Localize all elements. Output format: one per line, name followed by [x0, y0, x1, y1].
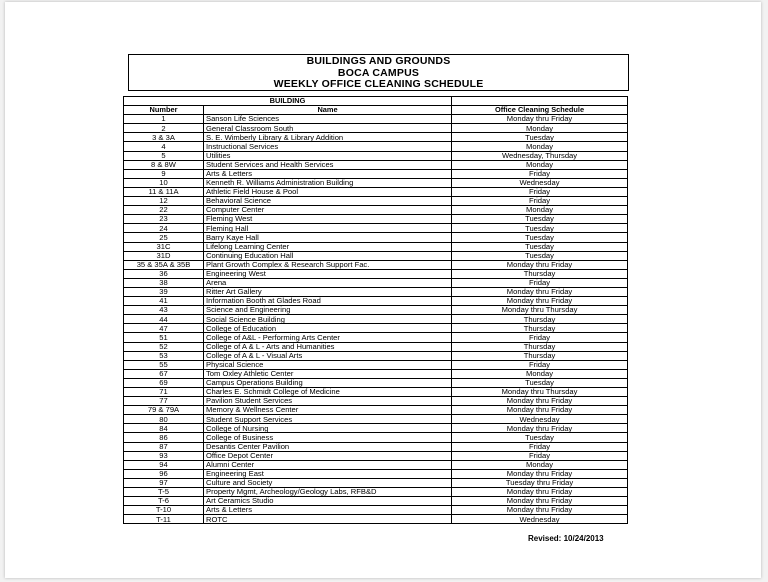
cleaning-schedule-cell: Monday [452, 142, 628, 151]
cleaning-schedule-cell: Thursday [452, 324, 628, 333]
cleaning-schedule-cell: Friday [452, 451, 628, 460]
table-row [124, 224, 628, 233]
building-number-cell: 3 & 3A [124, 133, 204, 142]
building-name-cell: Engineering West [204, 269, 452, 278]
building-name-cell: College of Nursing [204, 424, 452, 433]
building-name-cell: General Classroom South [204, 124, 452, 133]
building-number-cell: 51 [124, 333, 204, 342]
table-row [124, 206, 628, 215]
cleaning-schedule-cell: Monday thru Friday [452, 260, 628, 269]
cleaning-schedule-cell: Monday [452, 160, 628, 169]
building-number-cell: 44 [124, 315, 204, 324]
building-name-cell: College of Business [204, 433, 452, 442]
title-line-3: WEEKLY OFFICE CLEANING SCHEDULE [273, 78, 484, 90]
cleaning-schedule-cell: Wednesday, Thursday [452, 151, 628, 160]
cleaning-schedule-cell: Thursday [452, 269, 628, 278]
table-row [124, 442, 628, 451]
table-row [124, 251, 628, 260]
table-row [124, 160, 628, 169]
building-number-cell: 80 [124, 415, 204, 424]
cleaning-schedule-cell: Monday [452, 124, 628, 133]
title-box [128, 54, 629, 91]
building-name-cell: Information Booth at Glades Road [204, 297, 452, 306]
cleaning-schedule-cell: Friday [452, 197, 628, 206]
table-row [124, 497, 628, 506]
table-row [124, 124, 628, 133]
revised-date: Revised: 10/24/2013 [528, 534, 604, 543]
building-name-cell: Lifelong Learning Center [204, 242, 452, 251]
column-header-row [124, 106, 628, 115]
building-name-cell: Fleming Hall [204, 224, 452, 233]
building-number-cell: 4 [124, 142, 204, 151]
table-row [124, 297, 628, 306]
building-number-cell: 2 [124, 124, 204, 133]
cleaning-schedule-cell: Tuesday [452, 242, 628, 251]
table-row [124, 278, 628, 287]
building-name-cell: Barry Kaye Hall [204, 233, 452, 242]
building-number-cell: 71 [124, 388, 204, 397]
cleaning-schedule-cell: Monday [452, 206, 628, 215]
cleaning-schedule-cell: Monday [452, 369, 628, 378]
table-row [124, 269, 628, 278]
building-name-cell: Student Services and Health Services [204, 160, 452, 169]
cleaning-schedule-cell: Monday thru Thursday [452, 306, 628, 315]
building-name-cell: Athletic Field House & Pool [204, 187, 452, 196]
table-row [124, 169, 628, 178]
table-row [124, 451, 628, 460]
building-name-cell: Computer Center [204, 206, 452, 215]
building-number-cell: 86 [124, 433, 204, 442]
cleaning-schedule-cell: Monday thru Friday [452, 469, 628, 478]
table-row [124, 215, 628, 224]
cleaning-schedule-cell: Monday thru Friday [452, 506, 628, 515]
cleaning-schedule-cell: Monday [452, 460, 628, 469]
building-name-cell: Utilities [204, 151, 452, 160]
building-name-cell: Campus Operations Building [204, 378, 452, 387]
table-row [124, 333, 628, 342]
table-row [124, 388, 628, 397]
building-number-cell: 9 [124, 169, 204, 178]
building-name-cell: Behavioral Science [204, 197, 452, 206]
table-row [124, 197, 628, 206]
cleaning-schedule-cell: Monday thru Friday [452, 424, 628, 433]
title-line-2: BOCA CAMPUS [337, 66, 420, 79]
cleaning-schedule-cell: Monday thru Friday [452, 406, 628, 415]
building-number-cell: 96 [124, 469, 204, 478]
building-name-cell: Alumni Center [204, 460, 452, 469]
table-row [124, 133, 628, 142]
table-row [124, 287, 628, 296]
cleaning-schedule-cell: Friday [452, 169, 628, 178]
building-name-cell: Continuing Education Hall [204, 251, 452, 260]
table-row [124, 324, 628, 333]
cleaning-schedule-cell: Wednesday [452, 515, 628, 524]
table-row [124, 187, 628, 196]
cleaning-schedule-cell: Tuesday [452, 224, 628, 233]
building-name-cell: Sanson Life Sciences [204, 115, 452, 124]
cleaning-schedule-cell: Monday thru Friday [452, 497, 628, 506]
building-number-cell: 84 [124, 424, 204, 433]
table-row [124, 433, 628, 442]
building-number-cell: 79 & 79A [124, 406, 204, 415]
cleaning-schedule-cell: Tuesday [452, 233, 628, 242]
building-number-cell: 23 [124, 215, 204, 224]
building-name-cell: Physical Science [204, 360, 452, 369]
cleaning-schedule-cell: Monday thru Friday [452, 115, 628, 124]
cleaning-schedule-cell: Monday thru Friday [452, 287, 628, 296]
cleaning-schedule-cell: Tuesday [452, 433, 628, 442]
cleaning-schedule-cell: Friday [452, 360, 628, 369]
building-number-cell: 55 [124, 360, 204, 369]
building-name-cell: Arts & Letters [204, 506, 452, 515]
schedule-column-header: Office Cleaning Schedule [452, 106, 628, 115]
table-row [124, 515, 628, 524]
building-number-cell: 24 [124, 224, 204, 233]
building-number-cell: 8 & 8W [124, 160, 204, 169]
table-row [124, 378, 628, 387]
building-name-cell: Fleming West [204, 215, 452, 224]
building-number-cell: 25 [124, 233, 204, 242]
building-number-cell: 22 [124, 206, 204, 215]
cleaning-schedule-cell: Wednesday [452, 178, 628, 187]
building-name-cell: Instructional Services [204, 142, 452, 151]
building-name-cell: Arts & Letters [204, 169, 452, 178]
building-name-cell: College of A & L - Visual Arts [204, 351, 452, 360]
table-row [124, 415, 628, 424]
building-number-cell: 69 [124, 378, 204, 387]
table-row [124, 142, 628, 151]
cleaning-schedule-cell: Friday [452, 442, 628, 451]
table-row [124, 397, 628, 406]
table-row [124, 315, 628, 324]
building-number-cell: 35 & 35A & 35B [124, 260, 204, 269]
group-header-row [124, 97, 628, 106]
building-number-cell: 38 [124, 278, 204, 287]
cleaning-schedule-cell: Tuesday [452, 378, 628, 387]
building-number-cell: T-6 [124, 497, 204, 506]
building-number-cell: 1 [124, 115, 204, 124]
cleaning-schedule-cell: Monday thru Friday [452, 397, 628, 406]
building-name-cell: Social Science Building [204, 315, 452, 324]
cleaning-schedule-cell: Friday [452, 333, 628, 342]
cleaning-schedule-cell: Tuesday thru Friday [452, 478, 628, 487]
blank-header-cell [452, 97, 628, 106]
table-row [124, 115, 628, 124]
building-number-cell: 97 [124, 478, 204, 487]
building-name-cell: Property Mgmt, Archeology/Geology Labs, RFB&D [204, 488, 452, 497]
building-number-cell: 53 [124, 351, 204, 360]
building-name-cell: College of A & L - Arts and Humanities [204, 342, 452, 351]
building-number-cell: T-5 [124, 488, 204, 497]
building-name-cell: Pavilion Student Services [204, 397, 452, 406]
cleaning-schedule-cell: Thursday [452, 315, 628, 324]
building-name-cell: Arena [204, 278, 452, 287]
cleaning-schedule-cell: Tuesday [452, 215, 628, 224]
building-name-cell: Kenneth R. Williams Administration Building [204, 178, 452, 187]
cleaning-schedule-cell: Thursday [452, 351, 628, 360]
building-number-cell: T-10 [124, 506, 204, 515]
building-number-cell: T-11 [124, 515, 204, 524]
building-name-cell: Plant Growth Complex & Research Support Fac. [204, 260, 452, 269]
table-row [124, 351, 628, 360]
number-column-header: Number [124, 106, 204, 115]
building-number-cell: 94 [124, 460, 204, 469]
building-number-cell: 5 [124, 151, 204, 160]
building-name-cell: Tom Oxley Athletic Center [204, 369, 452, 378]
table-row [124, 260, 628, 269]
building-group-header: BUILDING [124, 97, 452, 106]
table-row [124, 233, 628, 242]
building-name-cell: Memory & Wellness Center [204, 406, 452, 415]
table-row [124, 460, 628, 469]
table-row [124, 342, 628, 351]
building-name-cell: Charles E. Schmidt College of Medicine [204, 388, 452, 397]
building-number-cell: 67 [124, 369, 204, 378]
building-name-cell: Art Ceramics Studio [204, 497, 452, 506]
building-number-cell: 87 [124, 442, 204, 451]
building-number-cell: 47 [124, 324, 204, 333]
table-row [124, 478, 628, 487]
table-row [124, 488, 628, 497]
building-name-cell: Student Support Services [204, 415, 452, 424]
cleaning-schedule-cell: Monday thru Thursday [452, 388, 628, 397]
table-row [124, 424, 628, 433]
table-row [124, 178, 628, 187]
table-row [124, 469, 628, 478]
cleaning-schedule-cell: Monday thru Friday [452, 488, 628, 497]
building-number-cell: 36 [124, 269, 204, 278]
title-line-1: BUILDINGS AND GROUNDS [306, 55, 451, 67]
building-number-cell: 52 [124, 342, 204, 351]
building-name-cell: College of Education [204, 324, 452, 333]
building-number-cell: 10 [124, 178, 204, 187]
building-name-cell: Science and Engineering [204, 306, 452, 315]
cleaning-schedule-cell: Tuesday [452, 251, 628, 260]
building-number-cell: 93 [124, 451, 204, 460]
building-name-cell: Desantis Center Pavilion [204, 442, 452, 451]
building-name-cell: Office Depot Center [204, 451, 452, 460]
cleaning-schedule-cell: Friday [452, 187, 628, 196]
building-number-cell: 31D [124, 251, 204, 260]
cleaning-schedule-cell: Thursday [452, 342, 628, 351]
table-row [124, 406, 628, 415]
building-number-cell: 43 [124, 306, 204, 315]
table-row [124, 306, 628, 315]
table-row [124, 360, 628, 369]
table-row [124, 242, 628, 251]
building-number-cell: 12 [124, 197, 204, 206]
cleaning-schedule-cell: Monday thru Friday [452, 297, 628, 306]
building-name-cell: S. E. Wimberly Library & Library Addition [204, 133, 452, 142]
building-name-cell: Culture and Society [204, 478, 452, 487]
building-number-cell: 39 [124, 287, 204, 296]
building-name-cell: College of A&L - Performing Arts Center [204, 333, 452, 342]
building-name-cell: Ritter Art Gallery [204, 287, 452, 296]
table-row [124, 369, 628, 378]
building-number-cell: 31C [124, 242, 204, 251]
building-number-cell: 11 & 11A [124, 187, 204, 196]
cleaning-schedule-cell: Friday [452, 278, 628, 287]
table-row [124, 506, 628, 515]
name-column-header: Name [204, 106, 452, 115]
building-number-cell: 41 [124, 297, 204, 306]
cleaning-schedule-cell: Tuesday [452, 133, 628, 142]
cleaning-schedule-table [123, 96, 628, 524]
building-name-cell: Engineering East [204, 469, 452, 478]
cleaning-schedule-cell: Wednesday [452, 415, 628, 424]
table-row [124, 151, 628, 160]
building-number-cell: 77 [124, 397, 204, 406]
building-name-cell: ROTC [204, 515, 452, 524]
